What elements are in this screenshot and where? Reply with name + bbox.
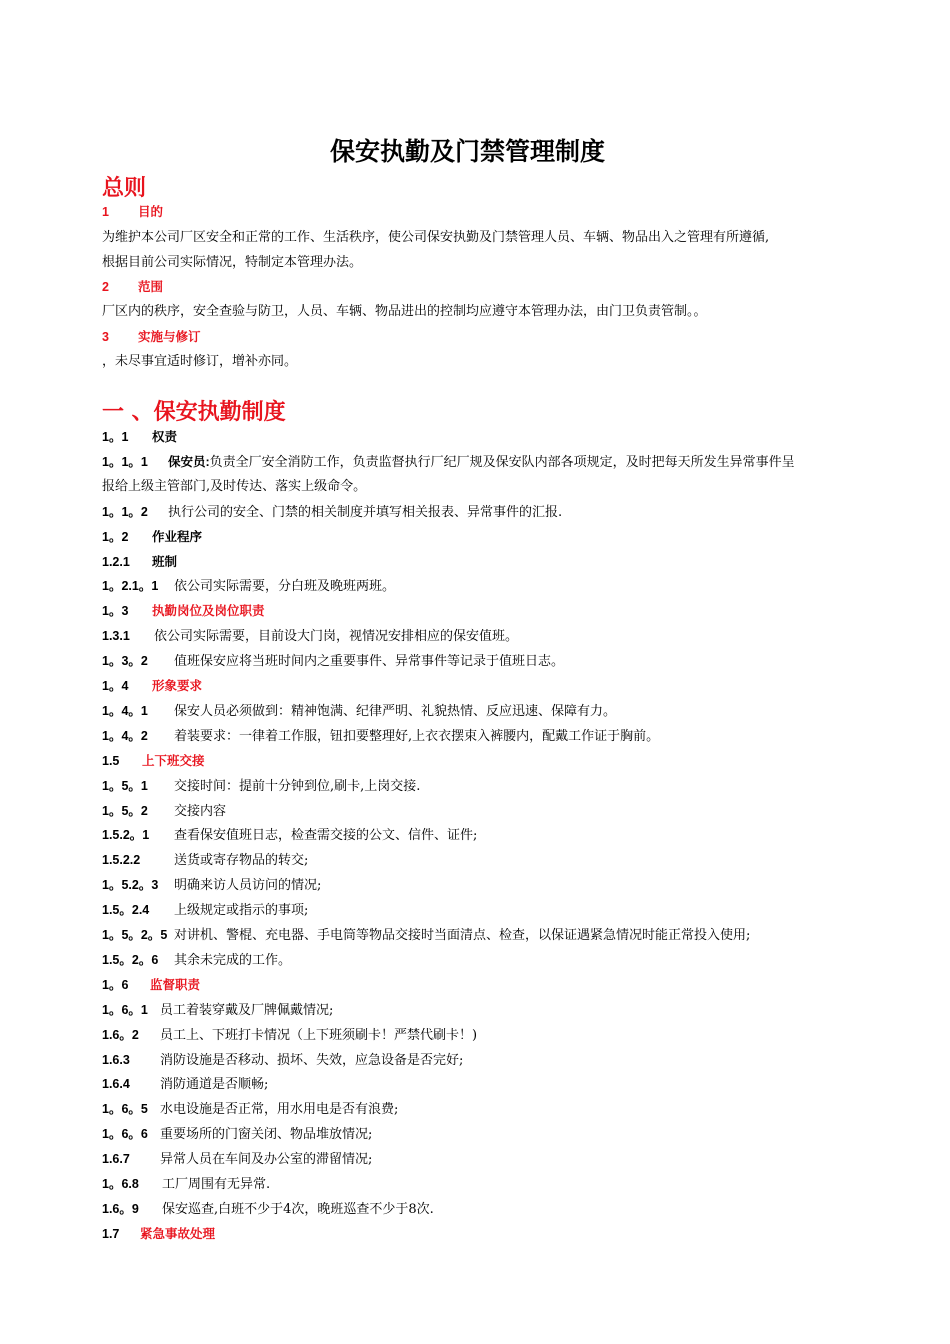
clause-text: 上级规定或指示的事项; (174, 903, 309, 918)
clause-text: 依公司实际需要，目前设大门岗，视情况安排相应的保安值班。 (154, 629, 519, 644)
clause-number: 1.6.3 (102, 1053, 130, 1067)
clause-text: 保安巡查,白班不少于4次，晚班巡查不少于8次. (162, 1202, 434, 1217)
clause-text: 保安人员必须做到：精神饱满、纪律严明、礼貌热情、反应迅速、保障有力。 (174, 704, 617, 719)
clause-number: 1。6。6 (102, 1127, 148, 1141)
clause-line (102, 1050, 842, 1071)
clause-number: 1.5.2.2 (102, 853, 141, 867)
clause-text: 查看保安值班日志，检查需交接的公文、信件、证件; (174, 828, 478, 843)
clause-number: 1。3 (102, 604, 129, 618)
clause-number: 1。1。1 (102, 455, 148, 469)
clause-text: 值班保安应将当班时间内之重要事件、异常事件等记录于值班日志。 (174, 654, 565, 669)
clause-number: 1。3。2 (102, 654, 148, 668)
clause-number: 1.5 (102, 754, 120, 768)
clause-text: 重要场所的门窗关闭、物品堆放情况; (160, 1127, 373, 1142)
clause-text: 消防设施是否移动、损坏、失效，应急设备是否完好; (160, 1053, 464, 1068)
purpose-heading (102, 202, 842, 223)
clause-line (102, 900, 842, 921)
clause-text: 员工着装穿戴及厂牌佩戴情况; (160, 1003, 334, 1018)
clause-label: 上下班交接 (142, 754, 205, 768)
clause-label: 监督职责 (150, 978, 201, 992)
purpose-text-line-2: 根据目前公司实际情况，特制定本管理办法。 (102, 255, 363, 270)
clause-line (102, 1149, 842, 1170)
clause-number: 1.5。2.4 (102, 903, 150, 917)
clause-line (102, 1000, 842, 1021)
clause-text: 消防通道是否顺畅; (160, 1077, 269, 1092)
clause-text: 员工上、下班打卡情况（上下班须刷卡！严禁代刷卡！) (160, 1028, 478, 1043)
clause-text: 负责全厂安全消防工作，负责监督执行厂纪厂规及保安队内部各项规定，及时把每天所发生异常事件呈 (209, 455, 795, 470)
clause-text: 执行公司的安全、门禁的相关制度并填写相关报表、异常事件的汇报. (168, 505, 563, 520)
clause-number: 1.6。9 (102, 1202, 139, 1216)
clause-number: 1.6.4 (102, 1077, 130, 1091)
clause-text: 明确来访人员访问的情况; (174, 878, 322, 893)
implementation-heading (102, 327, 842, 348)
scope-heading (102, 277, 842, 298)
clause-line (102, 452, 842, 473)
clause-number: 1.5.2。1 (102, 828, 150, 842)
clause-number: 1。1 (102, 430, 129, 444)
scope-label: 范围 (138, 280, 164, 294)
clause-line (102, 751, 842, 772)
clause-label: 保安员: (168, 455, 210, 469)
clause-text: 对讲机、警棍、充电器、手电筒等物品交接时当面清点、检查，以保证遇紧急情况时能正常投入使用; (174, 928, 751, 943)
clause-line (102, 576, 842, 597)
clause-line (102, 1099, 842, 1120)
clause-line (102, 1224, 842, 1245)
clause-number: 1。5。2。5 (102, 928, 168, 942)
clause-number: 1。4。1 (102, 704, 148, 718)
clause-line (102, 552, 842, 573)
clause-line (102, 1074, 842, 1095)
clause-line (102, 950, 842, 971)
clause-line (102, 825, 842, 846)
clause-line (102, 776, 842, 797)
clause-number: 1.6.7 (102, 1152, 130, 1166)
document-title: 保安执勤及门禁管理制度 (329, 137, 605, 166)
scope-number: 2 (102, 280, 109, 294)
clause-text: 送货或寄存物品的转交; (174, 853, 309, 868)
clause-line (102, 1174, 842, 1195)
clause-text: 报给上级主管部门,及时传达、落实上级命令。 (102, 479, 367, 494)
clause-line (102, 701, 842, 722)
clause-number: 1。5.2。3 (102, 878, 159, 892)
clause-number: 1。4 (102, 679, 129, 693)
clause-number: 1。1。2 (102, 505, 148, 519)
implementation-number: 3 (102, 330, 109, 344)
clause-number: 1.2.1 (102, 555, 130, 569)
clause-line (102, 1124, 842, 1145)
clause-number: 1.6。2 (102, 1028, 139, 1042)
clause-line (102, 925, 842, 946)
purpose-label: 目的 (138, 205, 164, 219)
clause-text: 工厂周围有无异常. (162, 1177, 271, 1192)
clause-text: 其余未完成的工作。 (174, 953, 292, 968)
clause-line (102, 1025, 842, 1046)
clause-number: 1。6。5 (102, 1102, 148, 1116)
clause-number: 1。2.1。1 (102, 579, 159, 593)
clause-number: 1。6。1 (102, 1003, 148, 1017)
clause-number: 1。2 (102, 530, 129, 544)
clause-line (102, 651, 842, 672)
clause-line (102, 676, 842, 697)
clause-label: 权责 (152, 430, 178, 444)
purpose-number: 1 (102, 205, 109, 219)
clause-number: 1.7 (102, 1227, 120, 1241)
clause-number: 1.3.1 (102, 629, 130, 643)
clause-line (102, 527, 842, 548)
clause-text: 依公司实际需要，分白班及晚班两班。 (174, 579, 396, 594)
implementation-label: 实施与修订 (138, 330, 201, 344)
clause-line (102, 502, 842, 523)
clause-number: 1。5。1 (102, 779, 148, 793)
clause-text: 水电设施是否正常，用水用电是否有浪费; (160, 1102, 399, 1117)
clause-label: 作业程序 (152, 530, 203, 544)
clause-line (102, 477, 842, 497)
clause-line (102, 601, 842, 622)
clause-number: 1。6 (102, 978, 129, 992)
clause-text: 交接内容 (174, 804, 227, 819)
clause-line (102, 427, 842, 448)
clause-line (102, 1199, 842, 1220)
clause-line (102, 726, 842, 747)
section-1-heading: 一 、保安执勤制度 (102, 399, 286, 425)
clause-text: 交接时间：提前十分钟到位,刷卡,上岗交接. (174, 779, 421, 794)
clause-number: 1。6.8 (102, 1177, 139, 1191)
general-heading: 总则 (102, 175, 147, 201)
clause-line (102, 850, 842, 871)
scope-text: 厂区内的秩序，安全查验与防卫，人员、车辆、物品进出的控制均应遵守本管理办法，由门卫负责管制。。 (102, 304, 707, 319)
clause-number: 1。5。2 (102, 804, 148, 818)
clause-line (102, 801, 842, 822)
clause-text: 着装要求：一律着工作服，钮扣要整理好,上衣衣摆束入裤腰内，配戴工作证于胸前。 (174, 729, 660, 744)
implementation-text: ，未尽事宜适时修订，增补亦同。 (102, 354, 298, 369)
clause-line (102, 975, 842, 996)
purpose-text-line-1: 为维护本公司厂区安全和正常的工作、生活秩序，使公司保安执勤及门禁管理人员、车辆、物品出入之管理有所遵循, (102, 230, 770, 245)
clause-line (102, 875, 842, 896)
clause-label: 班制 (152, 555, 178, 569)
clause-label: 执勤岗位及岗位职责 (152, 604, 265, 618)
clause-text: 异常人员在车间及办公室的滞留情况; (160, 1152, 373, 1167)
clause-line (102, 626, 842, 647)
clause-label: 形象要求 (152, 679, 203, 693)
clause-label: 紧急事故处理 (140, 1227, 216, 1241)
clause-number: 1。4。2 (102, 729, 148, 743)
clause-number: 1.5。2。6 (102, 953, 159, 967)
